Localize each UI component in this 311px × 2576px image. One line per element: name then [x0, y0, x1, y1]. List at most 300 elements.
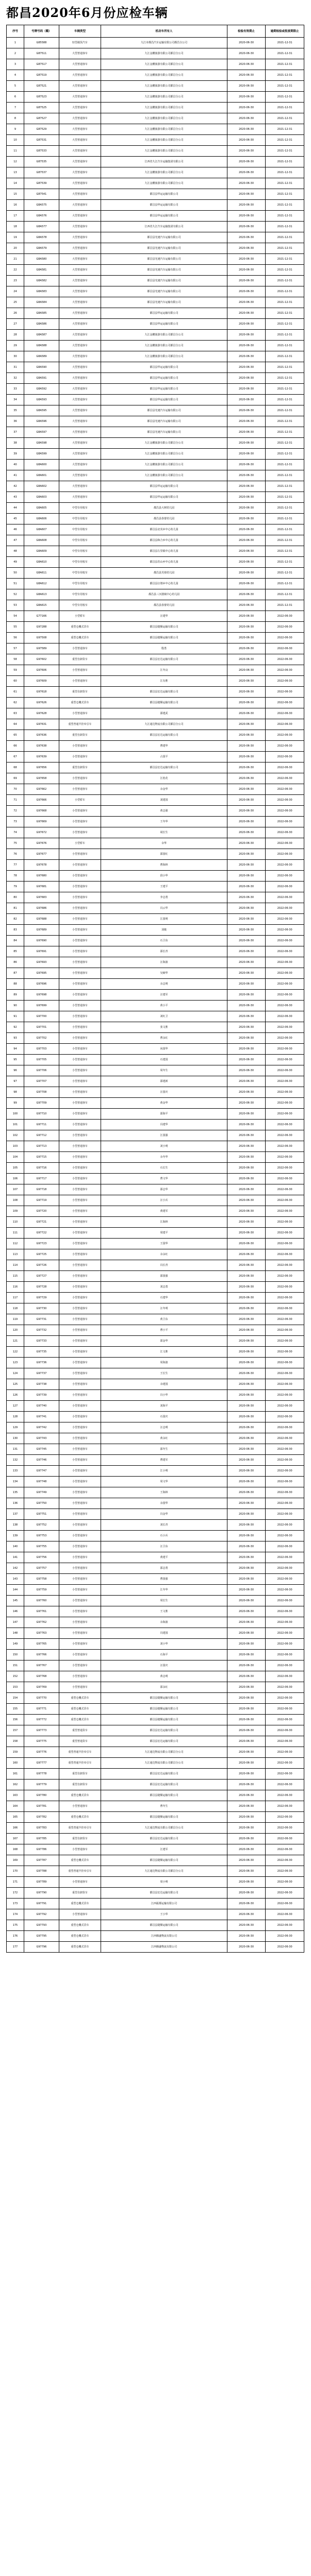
cell-valid-until: 2020-06-30 — [227, 1747, 266, 1758]
cell-owner: 邵长青 — [101, 946, 227, 957]
cell-index: 119 — [7, 1314, 24, 1325]
cell-vehicle-type: 大型普通客车 — [59, 330, 101, 341]
cell-valid-until: 2020-06-30 — [227, 1152, 266, 1163]
cell-plate: G97686 — [24, 903, 59, 914]
cell-valid-until: 2020-06-30 — [227, 1693, 266, 1704]
cell-valid-until: 2020-06-30 — [227, 1163, 266, 1174]
cell-overdue-limit: 2022-06-30 — [266, 622, 304, 633]
table-row — [7, 254, 304, 265]
cell-valid-until: 2020-06-30 — [227, 427, 266, 438]
cell-overdue-limit: 2022-06-30 — [266, 1206, 304, 1217]
cell-valid-until: 2020-06-30 — [227, 1574, 266, 1585]
cell-overdue-limit: 2022-06-30 — [266, 1260, 304, 1271]
cell-owner: 刘俊 — [101, 925, 227, 936]
cell-vehicle-type: 小型轿车 — [59, 838, 101, 849]
table-row — [7, 470, 304, 481]
cell-vehicle-type: 小型普通客车 — [59, 708, 101, 719]
cell-valid-until: 2020-06-30 — [227, 38, 266, 48]
cell-index: 46 — [7, 524, 24, 535]
cell-owner: 刘长青 — [101, 1520, 227, 1531]
table-row — [7, 827, 304, 838]
cell-overdue-limit: 2021-12-31 — [266, 514, 304, 524]
table-row — [7, 817, 304, 827]
cell-vehicle-type: 小型普通客车 — [59, 936, 101, 946]
cell-vehicle-type: 小型普通客车 — [59, 882, 101, 892]
cell-valid-until: 2020-06-30 — [227, 1812, 266, 1823]
cell-plate: G97781 — [24, 1801, 59, 1812]
cell-plate: G87537 — [24, 167, 59, 178]
table-row — [7, 1184, 304, 1195]
cell-plate: G97288 — [24, 622, 59, 633]
cell-overdue-limit: 2022-06-30 — [266, 957, 304, 968]
cell-overdue-limit: 2022-06-30 — [266, 1087, 304, 1098]
cell-plate: G8A581 — [24, 265, 59, 276]
cell-valid-until: 2020-06-30 — [227, 719, 266, 730]
cell-valid-until: 2020-06-30 — [227, 589, 266, 600]
cell-index: 16 — [7, 200, 24, 211]
cell-vehicle-type: 重型自卸货车 — [59, 1834, 101, 1844]
cell-valid-until: 2020-06-30 — [227, 222, 266, 232]
cell-owner: 都昌县宏达运输有限公司 — [101, 1834, 227, 1844]
cell-overdue-limit: 2022-06-30 — [266, 698, 304, 708]
cell-index: 95 — [7, 1055, 24, 1065]
cell-index: 147 — [7, 1617, 24, 1628]
cell-overdue-limit: 2021-12-31 — [266, 211, 304, 222]
cell-overdue-limit: 2021-12-31 — [266, 395, 304, 405]
table-row — [7, 784, 304, 795]
cell-overdue-limit: 2021-12-31 — [266, 449, 304, 460]
cell-overdue-limit: 2021-12-31 — [266, 308, 304, 319]
cell-overdue-limit: 2022-06-30 — [266, 611, 304, 622]
table-row — [7, 265, 304, 276]
cell-valid-until: 2020-06-30 — [227, 1065, 266, 1076]
cell-overdue-limit: 2022-06-30 — [266, 806, 304, 817]
cell-valid-until: 2020-06-30 — [227, 773, 266, 784]
cell-valid-until: 2020-06-30 — [227, 297, 266, 308]
cell-index: 83 — [7, 925, 24, 936]
cell-plate: G97737 — [24, 1368, 59, 1379]
cell-overdue-limit: 2022-06-30 — [266, 1801, 304, 1812]
cell-plate: G97768 — [24, 1671, 59, 1682]
cell-vehicle-type: 小型普通客车 — [59, 1401, 101, 1412]
table-row — [7, 514, 304, 524]
cell-valid-until: 2020-06-30 — [227, 1347, 266, 1358]
cell-owner: 胡长生 — [101, 827, 227, 838]
cell-index: 37 — [7, 427, 24, 438]
cell-overdue-limit: 2021-12-31 — [266, 481, 304, 492]
table-row — [7, 1358, 304, 1368]
cell-valid-until: 2020-06-30 — [227, 1120, 266, 1130]
cell-overdue-limit: 2022-06-30 — [266, 1736, 304, 1747]
cell-owner: 邵志华 — [101, 1184, 227, 1195]
cell-valid-until: 2020-06-30 — [227, 438, 266, 449]
cell-overdue-limit: 2022-06-30 — [266, 1249, 304, 1260]
table-row — [7, 752, 304, 762]
cell-plate: G97755 — [24, 1541, 59, 1552]
cell-index: 10 — [7, 135, 24, 146]
cell-overdue-limit: 2021-12-31 — [266, 568, 304, 579]
cell-index: 88 — [7, 979, 24, 990]
cell-owner: 曹建军 — [101, 1455, 227, 1466]
cell-vehicle-type: 小型普通客车 — [59, 1844, 101, 1855]
cell-valid-until: 2020-06-30 — [227, 167, 266, 178]
cell-index: 34 — [7, 395, 24, 405]
cell-overdue-limit: 2022-06-30 — [266, 979, 304, 990]
cell-plate: G97666 — [24, 795, 59, 806]
cell-vehicle-type: 小型普通客车 — [59, 849, 101, 860]
cell-vehicle-type: 小型普通客车 — [59, 1433, 101, 1444]
table-row — [7, 1866, 304, 1877]
cell-owner: 李志勇 — [101, 892, 227, 903]
cell-owner: 都昌县宏达运输有限公司 — [101, 1769, 227, 1780]
cell-overdue-limit: 2022-06-30 — [266, 752, 304, 762]
cell-valid-until: 2020-06-30 — [227, 1206, 266, 1217]
cell-overdue-limit: 2022-06-30 — [266, 1563, 304, 1574]
cell-plate: G97693 — [24, 957, 59, 968]
cell-index: 132 — [7, 1455, 24, 1466]
cell-index: 133 — [7, 1466, 24, 1477]
cell-vehicle-type: 小型普通客车 — [59, 1617, 101, 1628]
cell-overdue-limit: 2022-06-30 — [266, 817, 304, 827]
cell-plate: G97780 — [24, 1790, 59, 1801]
table-row — [7, 308, 304, 319]
cell-plate: G97783 — [24, 1823, 59, 1834]
cell-index: 144 — [7, 1585, 24, 1596]
table-row — [7, 1282, 304, 1293]
cell-owner: 都昌县三汊港镇中心幼儿园 — [101, 589, 227, 600]
cell-owner: 殷勇 — [101, 643, 227, 654]
table-row — [7, 849, 304, 860]
cell-vehicle-type: 中型专用校车 — [59, 579, 101, 589]
cell-valid-until: 2020-06-30 — [227, 503, 266, 514]
table-row — [7, 1239, 304, 1249]
table-row — [7, 92, 304, 103]
cell-overdue-limit: 2022-06-30 — [266, 1704, 304, 1715]
cell-index: 53 — [7, 600, 24, 611]
cell-overdue-limit: 2022-06-30 — [266, 1477, 304, 1487]
cell-valid-until: 2020-06-30 — [227, 59, 266, 70]
cell-index: 93 — [7, 1033, 24, 1044]
cell-overdue-limit: 2022-06-30 — [266, 1347, 304, 1358]
cell-plate: G97749 — [24, 1487, 59, 1498]
cell-overdue-limit: 2021-12-31 — [266, 38, 304, 48]
table-row — [7, 1228, 304, 1239]
cell-overdue-limit: 2022-06-30 — [266, 1433, 304, 1444]
cell-index: 59 — [7, 665, 24, 676]
table-row — [7, 81, 304, 92]
cell-vehicle-type: 小型普通客车 — [59, 817, 101, 827]
cell-plate: G97730 — [24, 1303, 59, 1314]
cell-plate: G97732 — [24, 1325, 59, 1336]
cell-index: 141 — [7, 1552, 24, 1563]
cell-valid-until: 2020-06-30 — [227, 979, 266, 990]
cell-overdue-limit: 2021-12-31 — [266, 341, 304, 351]
cell-index: 126 — [7, 1390, 24, 1401]
table-row — [7, 1801, 304, 1812]
cell-valid-until: 2020-06-30 — [227, 654, 266, 665]
cell-overdue-limit: 2022-06-30 — [266, 1271, 304, 1282]
table-row — [7, 1574, 304, 1585]
cell-vehicle-type: 中型专用校车 — [59, 600, 101, 611]
cell-owner: 黄志明 — [101, 1671, 227, 1682]
cell-plate: G97715 — [24, 1152, 59, 1163]
cell-overdue-limit: 2021-12-31 — [266, 438, 304, 449]
cell-plate: G97589 — [24, 643, 59, 654]
cell-overdue-limit: 2021-12-31 — [266, 589, 304, 600]
cell-owner: 九江金鹏旅游有限公司都昌分公司 — [101, 124, 227, 135]
table-row — [7, 70, 304, 81]
cell-overdue-limit: 2022-06-30 — [266, 1098, 304, 1109]
cell-vehicle-type: 小型普通客车 — [59, 1801, 101, 1812]
cell-overdue-limit: 2022-06-30 — [266, 1011, 304, 1022]
cell-vehicle-type: 小型普通客车 — [59, 968, 101, 979]
cell-index: 104 — [7, 1152, 24, 1163]
table-row — [7, 535, 304, 546]
table-row — [7, 1271, 304, 1282]
cell-vehicle-type: 小型普通客车 — [59, 784, 101, 795]
cell-overdue-limit: 2022-06-30 — [266, 1217, 304, 1228]
cell-owner: 江文胜 — [101, 1347, 227, 1358]
cell-valid-until: 2020-06-30 — [227, 1076, 266, 1087]
cell-owner: 都昌县光速汽车运输有限公司 — [101, 416, 227, 427]
cell-vehicle-type: 小型普通客车 — [59, 752, 101, 762]
cell-vehicle-type: 小型普通客车 — [59, 1206, 101, 1217]
cell-owner: 九江金鹏旅游有限公司都昌分公司 — [101, 146, 227, 157]
cell-vehicle-type: 大型普通客车 — [59, 157, 101, 167]
table-row — [7, 1249, 304, 1260]
cell-valid-until: 2020-06-30 — [227, 1650, 266, 1660]
table-row — [7, 1195, 304, 1206]
cell-owner: 九江金鹏旅游有限公司都昌分公司 — [101, 449, 227, 460]
cell-plate: G97739 — [24, 1390, 59, 1401]
cell-valid-until: 2020-06-30 — [227, 741, 266, 752]
cell-valid-until: 2020-06-30 — [227, 1184, 266, 1195]
cell-index: 74 — [7, 827, 24, 838]
cell-vehicle-type: 重型普通货车 — [59, 1736, 101, 1747]
cell-overdue-limit: 2022-06-30 — [266, 827, 304, 838]
cell-index: 153 — [7, 1682, 24, 1693]
cell-index: 163 — [7, 1790, 24, 1801]
cell-index: 136 — [7, 1498, 24, 1509]
cell-valid-until: 2020-06-30 — [227, 1790, 266, 1801]
cell-owner: 邵志勇 — [101, 1563, 227, 1574]
cell-overdue-limit: 2021-12-31 — [266, 373, 304, 384]
table-row — [7, 1650, 304, 1660]
cell-index: 60 — [7, 676, 24, 687]
cell-plate: G8A587 — [24, 330, 59, 341]
cell-overdue-limit: 2022-06-30 — [266, 1866, 304, 1877]
cell-overdue-limit: 2022-06-30 — [266, 633, 304, 643]
cell-plate: G97689 — [24, 925, 59, 936]
cell-index: 168 — [7, 1844, 24, 1855]
cell-plate: G97748 — [24, 1477, 59, 1487]
cell-overdue-limit: 2022-06-30 — [266, 1552, 304, 1563]
cell-owner: 九江金鹏旅游有限公司都昌分公司 — [101, 167, 227, 178]
cell-vehicle-type: 大型普通客车 — [59, 103, 101, 113]
cell-overdue-limit: 2022-06-30 — [266, 946, 304, 957]
cell-owner: 汪卫东 — [101, 1541, 227, 1552]
table-row — [7, 719, 304, 730]
cell-index: 50 — [7, 568, 24, 579]
cell-index: 51 — [7, 579, 24, 589]
cell-owner: 江西振都运输有限公司 — [101, 1899, 227, 1909]
cell-vehicle-type: 小型普通客车 — [59, 914, 101, 925]
cell-plate: G97745 — [24, 1444, 59, 1455]
cell-vehicle-type: 小型普通客车 — [59, 1065, 101, 1076]
cell-owner: 江国强 — [101, 1130, 227, 1141]
table-row — [7, 687, 304, 698]
cell-index: 55 — [7, 622, 24, 633]
cell-index: 97 — [7, 1076, 24, 1087]
cell-owner: 江西腾盛物流有限公司 — [101, 1942, 227, 1953]
cell-overdue-limit: 2021-12-31 — [266, 70, 304, 81]
cell-vehicle-type: 小型普通客车 — [59, 925, 101, 936]
cell-valid-until: 2020-06-30 — [227, 1033, 266, 1044]
table-row — [7, 1596, 304, 1606]
cell-valid-until: 2020-06-30 — [227, 1931, 266, 1942]
cell-plate: G97787 — [24, 1855, 59, 1866]
cell-valid-until: 2020-06-30 — [227, 1942, 266, 1953]
cell-plate: G97719 — [24, 1195, 59, 1206]
cell-plate: G97707 — [24, 1076, 59, 1087]
cell-valid-until: 2020-06-30 — [227, 1433, 266, 1444]
cell-vehicle-type: 大型普通客车 — [59, 416, 101, 427]
cell-plate: G97777 — [24, 1758, 59, 1769]
table-row — [7, 1022, 304, 1033]
cell-overdue-limit: 2022-06-30 — [266, 1228, 304, 1239]
cell-owner: 都昌县华运运输有限公司 — [101, 373, 227, 384]
table-row — [7, 1812, 304, 1823]
cell-valid-until: 2020-06-30 — [227, 524, 266, 535]
cell-vehicle-type: 大型普通客车 — [59, 449, 101, 460]
cell-plate: G8A582 — [24, 276, 59, 286]
cell-valid-until: 2020-06-30 — [227, 730, 266, 741]
cell-vehicle-type: 重型普通货车 — [59, 1725, 101, 1736]
cell-valid-until: 2020-06-30 — [227, 762, 266, 773]
table-row — [7, 1888, 304, 1899]
table-row — [7, 1931, 304, 1942]
cell-overdue-limit: 2022-06-30 — [266, 1920, 304, 1931]
cell-valid-until: 2020-06-30 — [227, 676, 266, 687]
cell-valid-until: 2020-06-30 — [227, 1141, 266, 1152]
table-body — [7, 38, 304, 1953]
table-row — [7, 1044, 304, 1055]
cell-overdue-limit: 2021-12-31 — [266, 557, 304, 568]
cell-owner: 黄志强 — [101, 806, 227, 817]
cell-index: 54 — [7, 611, 24, 622]
cell-overdue-limit: 2022-06-30 — [266, 1444, 304, 1455]
cell-vehicle-type: 小型普通客车 — [59, 1487, 101, 1498]
table-row — [7, 622, 304, 633]
cell-vehicle-type: 重型仓栅式货车 — [59, 1920, 101, 1931]
cell-plate: G97668 — [24, 806, 59, 817]
cell-valid-until: 2020-06-30 — [227, 1422, 266, 1433]
cell-plate: G97722 — [24, 1228, 59, 1239]
cell-owner: 王海林 — [101, 1487, 227, 1498]
cell-overdue-limit: 2022-06-30 — [266, 1531, 304, 1541]
table-row — [7, 1780, 304, 1790]
cell-vehicle-type: 小型普通客车 — [59, 1336, 101, 1347]
cell-plate: G8A585 — [24, 308, 59, 319]
cell-valid-until: 2020-06-30 — [227, 1044, 266, 1055]
cell-valid-until: 2020-06-30 — [227, 189, 266, 200]
cell-plate: G97683 — [24, 892, 59, 903]
cell-overdue-limit: 2021-12-31 — [266, 297, 304, 308]
cell-owner: 汪小兵 — [101, 1195, 227, 1206]
cell-index: 167 — [7, 1834, 24, 1844]
cell-owner: 都昌县华运运输有限公司 — [101, 481, 227, 492]
cell-plate: G8A580 — [24, 254, 59, 265]
cell-vehicle-type: 大型普通客车 — [59, 470, 101, 481]
cell-overdue-limit: 2022-06-30 — [266, 1909, 304, 1920]
cell-plate: G97681 — [24, 882, 59, 892]
cell-valid-until: 2020-06-30 — [227, 1314, 266, 1325]
cell-plate: G97703 — [24, 1044, 59, 1055]
cell-owner: 周海波 — [101, 1358, 227, 1368]
cell-valid-until: 2020-06-30 — [227, 276, 266, 286]
cell-vehicle-type: 小型普通客车 — [59, 1909, 101, 1920]
cell-vehicle-type: 大型普通客车 — [59, 481, 101, 492]
cell-index: 64 — [7, 719, 24, 730]
table-row — [7, 1704, 304, 1715]
table-row — [7, 1617, 304, 1628]
cell-vehicle-type: 小型普通客车 — [59, 1509, 101, 1520]
cell-vehicle-type: 小型普通客车 — [59, 1412, 101, 1422]
cell-owner: 黄建平 — [101, 1552, 227, 1563]
cell-index: 35 — [7, 405, 24, 416]
cell-vehicle-type: 大型普通客车 — [59, 92, 101, 103]
cell-overdue-limit: 2022-06-30 — [266, 1877, 304, 1888]
cell-index: 90 — [7, 1001, 24, 1011]
cell-valid-until: 2020-06-30 — [227, 470, 266, 481]
cell-plate: G97696 — [24, 979, 59, 990]
cell-overdue-limit: 2021-12-31 — [266, 243, 304, 254]
table-row — [7, 1206, 304, 1217]
table-row — [7, 395, 304, 405]
cell-owner: 九江金鹏旅游有限公司都昌分公司 — [101, 351, 227, 362]
table-row — [7, 1466, 304, 1477]
cell-valid-until: 2020-06-30 — [227, 286, 266, 297]
cell-index: 38 — [7, 438, 24, 449]
table-row — [7, 1639, 304, 1650]
cell-valid-until: 2020-06-30 — [227, 535, 266, 546]
table-row — [7, 1769, 304, 1780]
cell-index: 79 — [7, 882, 24, 892]
cell-index: 122 — [7, 1347, 24, 1358]
table-row — [7, 1552, 304, 1563]
cell-vehicle-type: 小型普通客车 — [59, 1271, 101, 1282]
cell-valid-until: 2020-06-30 — [227, 936, 266, 946]
cell-plate: G97718 — [24, 1184, 59, 1195]
cell-owner: 邵冬生 — [101, 1444, 227, 1455]
cell-overdue-limit: 2021-12-31 — [266, 254, 304, 265]
table-row — [7, 773, 304, 784]
cell-owner: 九江金鹏旅游有限公司都昌分公司 — [101, 341, 227, 351]
cell-vehicle-type: 大型普通客车 — [59, 167, 101, 178]
cell-plate: G97795 — [24, 1931, 59, 1942]
cell-owner: 石建国 — [101, 1055, 227, 1065]
cell-owner: 黄小平 — [101, 1001, 227, 1011]
cell-plate: G97785 — [24, 1834, 59, 1844]
cell-vehicle-type: 小型普通客车 — [59, 1325, 101, 1336]
cell-plate: G87517 — [24, 59, 59, 70]
cell-vehicle-type: 重型普通半挂牵引车 — [59, 1758, 101, 1769]
cell-owner: 曹小平 — [101, 1325, 227, 1336]
cell-valid-until: 2020-06-30 — [227, 124, 266, 135]
table-row — [7, 665, 304, 676]
cell-index: 173 — [7, 1899, 24, 1909]
cell-overdue-limit: 2022-06-30 — [266, 1152, 304, 1163]
